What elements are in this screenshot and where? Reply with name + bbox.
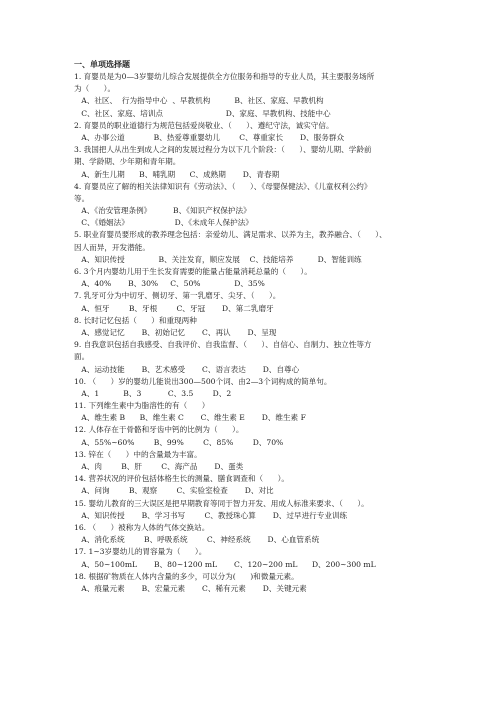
text-line: A、《治安管理条例》 B、《知识产权保护法》 — [74, 206, 251, 216]
text-line: A、知识传授 B、学习书写 C、教授珠心算 D、过早进行专业训练 — [74, 510, 348, 520]
text-line: 4. 育婴员应了解的相关法律知识有《劳动法》、（ ）、《母婴保健法》、《儿童权利公约》 — [74, 181, 372, 191]
text-line: 18. 根据矿物质在人体内含量的多少，可以分为( )和微量元素。 — [74, 571, 299, 581]
text-line: A、痕量元素 B、宏量元素 C、稀有元素 D、关键元素 — [74, 583, 307, 593]
text-line: C、社区、家庭、培训点 D、家庭、早教机构、技能中心 — [74, 108, 331, 118]
text-line: 17. 1~3岁婴幼儿的胃容量为（ ）。 — [74, 547, 207, 557]
text-line: A、消化系统 B、呼吸系统 C、神经系统 D、心血管系统 — [74, 535, 320, 545]
text-line: 2. 育婴员的职业道德行为规范包括爱岗敬业、（ ）、遵纪守法，诚实守信。 — [74, 120, 334, 130]
text-line: A、55%~60% B、99% C、85% D、70% — [74, 437, 284, 447]
text-line: 10. （ ）岁的婴幼儿能说出300—500个词、由2—3个词构成的简单句。 — [74, 376, 332, 386]
question-list — [74, 71, 436, 595]
text-line: A、维生素 B B、维生素 C C、维生素 E D、维生素 F — [74, 413, 306, 423]
section-title: 一、单项选择题 — [74, 59, 130, 69]
text-line: A、40% B、30% C、50% D、35% — [74, 279, 265, 289]
text-line: 5. 职业育婴员要形成的教养理念包括：亲爱幼儿、满足需求、以养为主，教养融合、（ ）、 — [74, 230, 387, 240]
text-line: 期、学龄期、少年期和青年期。 — [74, 157, 181, 167]
text-line: A、肉 B、肝 C、海产品 D、蛋类 — [74, 462, 244, 471]
text-line: A、办事公道 B、热爱尊重婴幼儿 C、尊重家长 D、服务群众 — [74, 132, 345, 142]
text-line: 9. 自我意识包括自我感受、自我评价、自我监督、（ ）、自信心、自制力、独立性等方 — [74, 340, 372, 350]
text-line: 为（ ）。 — [74, 84, 116, 94]
text-line: C、《婚姻法》 D、《未成年人保护法》 — [74, 218, 253, 228]
text-line: 6. 3个月内婴幼儿用于生长发育需要的能量占能量消耗总量的（ ）。 — [74, 267, 312, 276]
text-line: A、50~100mL B、80~1200 mL C、120~200 mL D、200~300 mL — [74, 559, 376, 569]
text-line: 等。 — [74, 193, 90, 203]
text-line: 8. 长时记忆包括（ ）和重现两种 — [74, 315, 197, 325]
text-line: 1. 育婴员是为0—3岁婴幼儿综合发展提供全方位服务和指导的专业人员，其主要服务场所 — [74, 72, 375, 81]
text-line: A、1 B、3 C、3.5 D、2 — [74, 388, 232, 398]
text-line: 12. 人体存在于骨骼和牙齿中钙的比例为（ ）。 — [74, 425, 244, 435]
text-line: A、知识传授 B、关注发育，顺应发展 C、技能培养 D、智能训练 — [74, 254, 362, 264]
text-line: 3. 我国把人从出生到成人之间的发展过程分为以下几个阶段：（ ）、婴幼儿期、学龄前 — [74, 145, 372, 155]
text-line: A、问询 B、观察 C、实验室检查 D、对比 — [74, 486, 274, 496]
text-line: 面。 — [74, 352, 90, 362]
text-line: 11. 下列维生素中为脂溶性的有（ ） — [74, 401, 210, 411]
text-line: A、感觉记忆 B、初始记忆 C、再认 D、呈现 — [74, 327, 277, 337]
text-line: 因人而异，开发潜能。 — [74, 242, 150, 252]
text-line: A、运动技能 B、艺术感受 C、语言表达 D、自尊心 — [74, 364, 300, 374]
text-line: A、社区、 行为指导中心 、早教机构 B、社区、家庭、早教机构 — [74, 96, 324, 106]
text-line: A、新生儿期 B、哺乳期 C、成熟期 D、青春期 — [74, 169, 280, 179]
text-line: 7. 乳牙可分为中切牙、侧切牙、第一乳磨牙、尖牙、（ ）。 — [74, 291, 281, 301]
text-line: A、恒牙 B、牙根 C、牙冠 D、第二乳磨牙 — [74, 303, 274, 313]
text-line: 13. 锌在（ ）中的含量最为丰富。 — [74, 449, 202, 459]
text-line: 16. （ ）被称为人体的气体交换站。 — [74, 522, 210, 532]
text-line: 15. 婴幼儿教育的三大误区是把早期教育等同于智力开发、用成人标准来要求、（ ）。 — [74, 498, 369, 508]
text-line: 14. 营养状况的评价包括体格生长的测量、膳食调查和（ ）。 — [74, 474, 290, 484]
